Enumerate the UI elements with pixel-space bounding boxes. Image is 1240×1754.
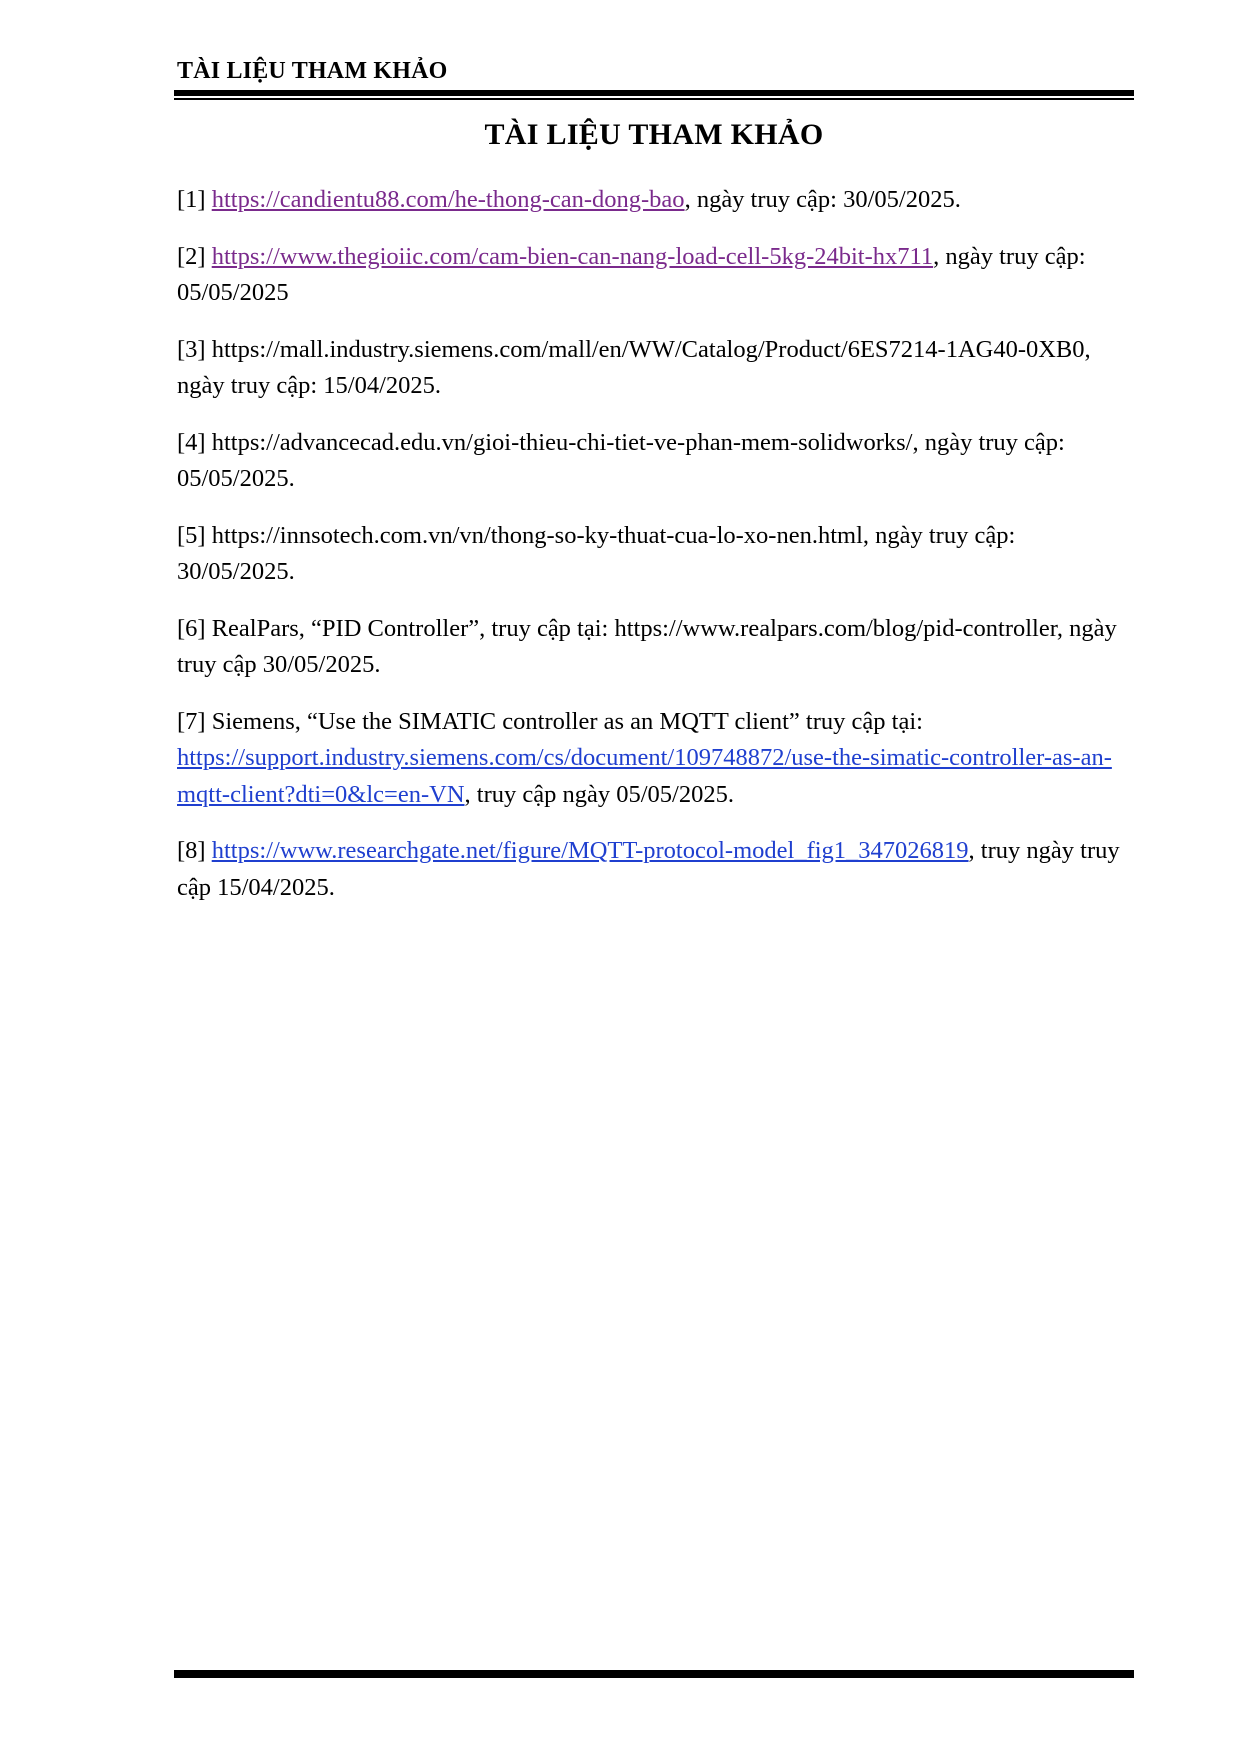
reference-link[interactable]: https://candientu88.com/he-thong-can-dong-bao [211,186,685,213]
reference-number: [8] [177,837,206,864]
reference-text: Siemens, “Use the SIMATIC controller as an MQTT client” truy cập tại: [211,707,923,735]
reference-item-4 [177,425,1129,498]
reference-item-7 [177,704,1129,814]
reference-item-2 [177,239,1129,312]
reference-item-1 [177,182,1129,219]
reference-access-date: , truy cập ngày 05/05/2025. [464,780,734,808]
reference-item-3 [177,332,1129,405]
reference-link[interactable]: https://www.thegioiic.com/cam-bien-can-nang-load-cell-5kg-24bit-hx711 [211,242,934,270]
page-title: TÀI LIỆU THAM KHẢO [484,118,824,151]
reference-text: https://innsotech.com.vn/vn/thong-so-ky-thuat-cua-lo-xo-nen.html, ngày truy cập: 30/05/2025. [177,521,1016,585]
reference-link[interactable]: https://support.industry.siemens.com/cs/document/109748872/use-the-simatic-controller-as-an-mqtt-client?dti=0&lc=en-VN [177,744,1112,808]
reference-number: [7] [177,707,206,735]
header-rule-thick [174,90,1134,96]
running-header: TÀI LIỆU THAM KHẢO [177,58,448,84]
reference-text: https://advancecad.edu.vn/gioi-thieu-chi-tiet-ve-phan-mem-solidworks/, ngày truy cập: 05/05/2025. [177,428,1065,492]
footer-rule [174,1670,1134,1678]
reference-item-5 [177,518,1129,591]
reference-number: [3] [177,335,206,363]
reference-access-date: , ngày truy cập: 30/05/2025. [684,186,961,213]
reference-access-date: , ngày truy cập: 05/05/2025 [177,242,1086,306]
reference-item-8 [177,833,1129,906]
reference-number: [1] [177,186,206,213]
reference-access-date: , truy ngày truy cập 15/04/2025. [177,837,1120,901]
reference-text: https://mall.industry.siemens.com/mall/en/WW/Catalog/Product/6ES7214-1AG40-0XB0, ngày truy cập: 15/04/2025. [177,335,1091,399]
reference-number: [6] [177,614,206,642]
reference-number: [2] [177,242,206,270]
reference-number: [5] [177,521,206,549]
header-rule-thin [174,98,1134,100]
reference-list [177,182,1129,926]
header-rule [174,90,1134,100]
reference-item-6 [177,611,1129,684]
reference-link[interactable]: https://www.researchgate.net/figure/MQTT-protocol-model_fig1_347026819 [211,837,969,864]
reference-text: RealPars, “PID Controller”, truy cập tại: https://www.realpars.com/blog/pid-controller, ngày truy cập 30/05/2025. [177,614,1117,678]
reference-number: [4] [177,428,206,456]
